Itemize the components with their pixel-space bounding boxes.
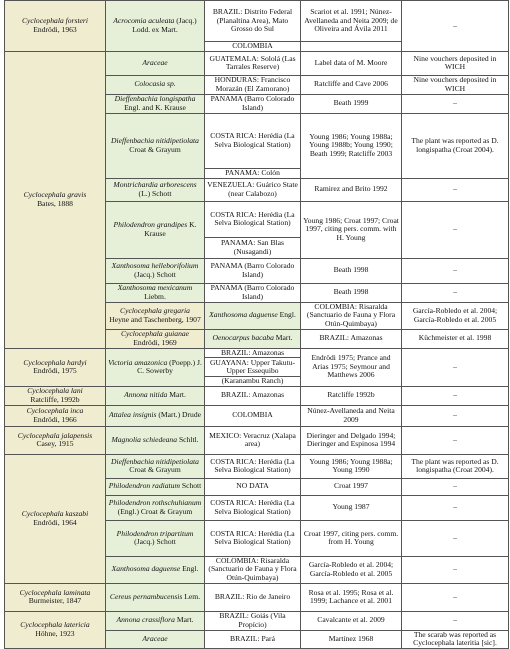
scarab-species-cell [106,302,205,329]
scarab-host-plant-table [4,0,509,649]
scarab-species-cell [5,611,106,648]
notes-cell: – [402,348,509,386]
notes-cell: The scarab was reported as Cyclocephala lateritia [sic]. [402,630,509,648]
locality-cell: PANAMA: Colón [205,168,301,178]
scarab-author: Höhne, 1923 [35,628,75,638]
plant-author: Mart. [176,615,194,625]
scarab-author: Burmeister, 1847 [28,596,82,605]
host-plant-cell [106,51,205,75]
scarab-name: Cyclocephala lani [27,386,83,395]
notes-cell: – [402,258,509,283]
scarab-species-cell [106,329,205,348]
plant-author: Schltl. [178,434,199,444]
scarab-name: Cyclocephala forsteri [21,16,88,26]
host-plant-cell [106,75,205,94]
reference-cell: Scariot et al. 1991; Núnez-Avellaneda and Neita 2009; de Oliveira and Ávila 2011 [301,1,402,42]
scarab-author: Endrödi, 1964 [33,517,77,527]
plant-name: Xanthosoma helleborifolium [111,261,199,270]
locality-cell: COLOMBIA: Risaralda (Sanctuario de Fauna y Flora Otún-Quimbaya) [301,302,402,329]
notes-cell: – [402,478,509,495]
plant-name: Araceae [142,633,168,643]
plant-name: Attalea insignis [109,410,157,420]
scarab-species-cell [5,1,106,52]
host-plant-cell [205,302,301,329]
scarab-author: Ratcliffe, 1992b [30,394,80,404]
locality-cell: BRAZIL: Distrito Federal (Planaltina Area), Mato Grosso do Sul [205,1,301,42]
locality-cell: BRAZIL: Amazonas [205,386,301,405]
scarab-species-cell [5,583,106,611]
locality-cell: BRAZIL: Amazonas [301,329,402,348]
plant-author: Engl. and K. Krause [124,102,186,112]
scarab-author: Endrödi, 1966 [33,414,77,424]
notes-cell: – [402,1,509,52]
scarab-species-cell [5,348,106,386]
reference-cell: Beath 1998 [301,258,402,283]
table-row [5,51,509,75]
reference-cell: García-Robledo et al. 2004; García-Robledo et al. 2005 [301,556,402,583]
plant-name: Xanthosoma daguense [111,564,181,574]
host-plant-cell [106,520,205,556]
plant-name: Philodendron rothschuhianum [108,498,202,507]
notes-cell: – [402,520,509,556]
plant-name: Philodendron grandipes [113,220,188,229]
plant-author: Croat & Grayum [129,144,181,154]
reference-cell: Cavalcante et al. 2009 [301,611,402,630]
notes-cell: – [402,178,509,201]
plant-author: Liebm. [144,291,166,301]
plant-author: K. Krause [144,220,197,238]
host-plant-cell [106,283,205,302]
plant-name: Philodendron tripartitum [116,528,194,538]
plant-name: Xanthosoma daguense [209,310,278,320]
notes-cell: – [402,94,509,113]
plant-name: Dieffenbachia nitidipetiolata [111,456,199,466]
scarab-name: Cyclocephala guianae [120,329,190,338]
scarab-author: Endrödi, 1975 [33,366,77,375]
host-plant-cell [106,386,205,405]
scarab-author: Endrödi, 1963 [33,24,77,34]
scarab-name: Cyclocephala latericia [20,620,90,629]
locality-cell: VENEZUELA: Guárico State (near Calabozo) [205,178,301,201]
plant-name: Victoria amazonica [108,357,168,367]
host-plant-cell [106,178,205,201]
plant-name: Xanthosoma mexicanum [117,283,193,292]
plant-name: Philodendron radiatum [108,481,180,491]
scarab-species-cell [5,454,106,583]
scarab-author: Casey, 1915 [36,439,74,448]
scarab-species-cell [5,386,106,405]
reference-cell: Ramirez and Brito 1992 [301,178,402,201]
locality-cell: BRAZIL: Pará [205,630,301,648]
plant-author: (Jacq.) Lodd. ex Mart. [132,16,197,34]
locality-cell: GUAYANA: Upper Takutu-Upper Essequibo [205,358,301,377]
notes-cell: – [402,426,509,454]
reference-cell: Young 1986; Young 1988a; Young 1988b; Young 1990; Beath 1999; Ratcliffe 2003 [301,113,402,178]
notes-cell: – [402,583,509,611]
scarab-species-cell [5,51,106,348]
host-plant-cell [106,348,205,386]
reference-cell: Young 1986; Croat 1997; Croat 1997, citing pers. comm. with H. Young [301,201,402,258]
plant-author: Croat & Grayum [129,465,181,474]
scarab-species-cell [5,426,106,454]
plant-author: Mart. [275,333,293,343]
table-row [5,405,509,426]
plant-author: (Jacq.) Schott [134,537,176,546]
plant-author: Lem. [184,591,201,601]
locality-cell: BRAZIL: Goiás (Vila Propício) [205,611,301,630]
host-plant-cell [106,630,205,648]
table-row [5,386,509,405]
locality-cell: PANAMA: San Blas (Nusagandi) [205,237,301,258]
reference-cell: Küchmeister et al. 1998 [402,329,509,348]
notes-cell: – [402,611,509,630]
plant-author: (Poepp.) J. C. Sowerby [137,357,202,375]
plant-name: Acrocomia aculeata [113,16,175,26]
table-row [5,454,509,478]
host-plant-cell [106,1,205,52]
reference-cell: Rosa et al. 1995; Rosa et al. 1999; Lachance et al. 2001 [301,583,402,611]
table-row [5,583,509,611]
notes-cell: – [402,386,509,405]
plant-name: Araceae [142,57,168,67]
host-plant-cell [106,426,205,454]
plant-author: (Jacq.) Schott [134,269,176,279]
reference-cell: Beath 1998 [301,283,402,302]
host-plant-cell [106,405,205,426]
plant-name: Oenocarpus bacaba [212,333,274,343]
host-plant-cell [106,556,205,583]
locality-cell: NO DATA [205,478,301,495]
plant-name: Colocasia sp. [134,79,176,89]
locality-cell: COLOMBIA [205,42,301,52]
plant-author: (Mart.) Drude [158,410,201,420]
scarab-name: Cyclocephala inca [26,406,84,415]
host-plant-cell [106,583,205,611]
host-plant-cell [106,113,205,178]
reference-cell: Beath 1999 [301,94,402,113]
reference-cell: Endrödi 1975; Prance and Arias 1975; Seymour and Matthews 2006 [301,348,402,386]
table-row [5,1,509,42]
notes-cell: The plant was reported as D. longispatha (Croat 2004). [402,113,509,178]
notes-cell: – [402,405,509,426]
reference-cell: Núnez-Avellaneda and Neita 2009 [301,405,402,426]
notes-cell: – [402,283,509,302]
plant-author: (Engl.) Croat & Grayum [117,506,193,516]
reference-cell: Dieringer and Delgado 1994; Dieringer and Espinosa 1994 [301,426,402,454]
reference-cell: Label data of M. Moore [301,51,402,75]
reference-cell: Croat 1997, citing pers. comm. from H. Young [301,520,402,556]
plant-author: (L.) Schott [138,188,172,198]
locality-cell: COLOMBIA: Risaralda (Sanctuario de Fauna y Flora Otún-Quimbaya) [205,556,301,583]
plant-name: Annona crassiflora [116,615,175,625]
table-row [5,348,509,358]
reference-cell: Croat 1997 [301,478,402,495]
locality-cell: PANAMA (Barro Colorado Island) [205,283,301,302]
plant-author: Engl. [182,564,199,574]
table-row [5,426,509,454]
plant-name: Montrichardia arborescens [113,180,197,189]
locality-cell: COSTA RICA: Herédia (La Selva Biological Station) [205,113,301,168]
notes-cell: – [402,556,509,583]
host-plant-cell [106,454,205,478]
host-plant-cell [106,258,205,283]
scarab-name: Cyclocephala hardyi [23,357,87,367]
plant-name: Annona nitida [124,390,168,400]
plant-author: Mart. [169,390,186,400]
locality-cell: COSTA RICA: Herédia (La Selva Biological Station) [205,454,301,478]
scarab-name: Cyclocephala gregaria [120,306,190,315]
scarab-author: Bates, 1888 [37,198,73,208]
scarab-name: Cyclocephala kaszabi [21,509,89,518]
scarab-name: Cyclocephala jalapensis [17,430,93,440]
reference-cell: Ratcliffe and Cave 2006 [301,75,402,94]
plant-name: Dieffenbachia longispatha [114,94,196,103]
locality-cell: HONDURAS: Francisco Morazán (El Zamorano) [205,75,301,94]
notes-cell: Nine vouchers deposited in WICH [402,51,509,75]
table-body [5,1,509,649]
locality-cell: PANAMA (Barro Colorado Island) [205,258,301,283]
locality-cell: BRAZIL: Rio de Janeiro [205,583,301,611]
notes-cell: – [402,495,509,520]
host-plant-cell [106,94,205,113]
reference-cell: Young 1987 [301,495,402,520]
reference-cell: Martínez 1968 [301,630,402,648]
host-plant-cell [106,495,205,520]
table-row [5,611,509,630]
plant-author: Engl. [279,310,296,320]
locality-cell: MEXICO: Veracruz (Xalapa area) [205,426,301,454]
scarab-name: Cyclocephala laminata [19,587,91,597]
scarab-author: Endrödi, 1969 [133,337,177,347]
locality-cell: COLOMBIA [205,405,301,426]
locality-cell: COSTA RICA: Herédia (La Selva Biological Station) [205,520,301,556]
locality-cell: COSTA RICA: Herédia (La Selva Biological Station) [205,495,301,520]
locality-cell: BRAZIL: Amazonas [205,348,301,358]
host-plant-cell [106,478,205,495]
notes-cell: The plant was reported as D. longispatha (Croat 2004). [402,454,509,478]
locality-cell: PANAMA (Barro Colorado Island) [205,94,301,113]
scarab-author: Heyne and Taschenberg, 1907 [109,314,201,324]
locality-cell: GUATEMALA: Sololá (Las Tarrales Reserve) [205,51,301,75]
plant-name: Dieffenbachia nitidipetiolata [111,136,199,145]
scarab-name: Cyclocephala gravis [23,190,87,199]
plant-author: Schott [181,481,202,491]
locality-cell: (Karanambu Ranch) [205,377,301,387]
plant-name: Cereus pernambucensis [109,591,183,601]
host-plant-cell [205,329,301,348]
reference-cell: Ratcliffe 1992b [301,386,402,405]
reference-cell: Young 1986; Young 1988a; Young 1990 [301,454,402,478]
notes-cell: Nine vouchers deposited in WICH [402,75,509,94]
plant-name: Magnolia schiedeana [111,434,178,444]
host-plant-cell [106,201,205,258]
host-plant-cell [106,611,205,630]
locality-cell: COSTA RICA: Herédia (La Selva Biological Station) [205,201,301,237]
scarab-species-cell [5,405,106,426]
notes-cell: – [402,201,509,258]
reference-cell: García-Robledo et al. 2004; García-Robledo et al. 2005 [402,302,509,329]
